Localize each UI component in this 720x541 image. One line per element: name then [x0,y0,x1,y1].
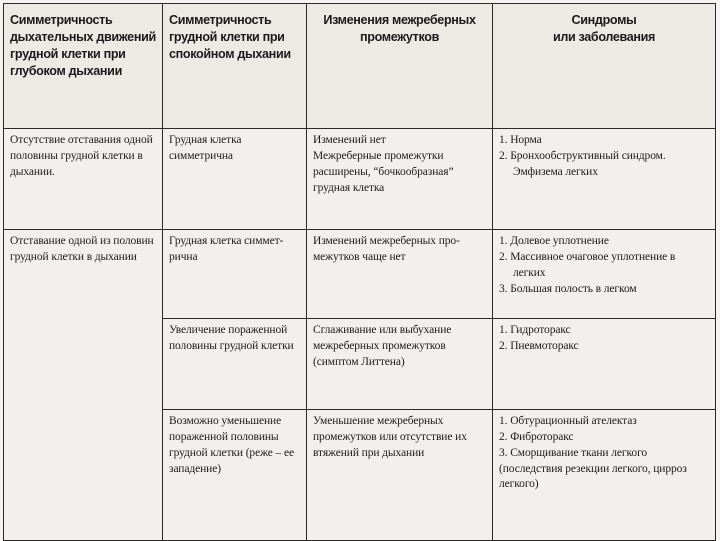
cell-line: (симптом Литтена) [313,355,405,368]
cell-line: 2. Бронхообструктивный синдром. [499,149,666,162]
cell-line: грудная клетка [313,181,385,194]
cell-line: легких [513,266,546,279]
cell-line: 2. Массивное очаговое уплотнение в [499,250,676,263]
cell-line: легкого) [499,478,539,491]
cell-line: грудной клетки в дыхании [10,250,137,263]
cell-line: симметрична [169,149,233,162]
cell-line: межутков чаще нет [313,250,406,263]
cell-syndromes [493,230,716,319]
cell-line: Изменений нет [313,134,386,146]
cell-syndromes [493,129,716,230]
cell-line: половины грудной клетки в [10,149,143,162]
cell-quiet-breathing [163,230,307,319]
cell-line: Сглаживание или выбухание [313,324,452,336]
diagnostic-table [3,3,716,541]
cell-line: 1. Гидроторакс [499,324,571,336]
cell-quiet-breathing [163,129,307,230]
cell-line: 1. Долевое уплотнение [499,235,609,247]
cell-deep-breathing [4,129,163,230]
cell-line: половины грудной клетки [169,339,294,352]
cell-line: Отставание одной из половин [10,235,154,247]
header-line: Изменения межреберных [323,13,476,27]
cell-intercostal [307,129,493,230]
cell-line: западение) [169,462,221,475]
cell-line: Межреберные промежутки [313,149,444,162]
header-line: Симметричность [10,13,113,27]
cell-line: Изменений межреберных про- [313,235,460,247]
cell-line: межреберных промежутков [313,339,446,352]
header-line: Симметричность [169,13,272,27]
cell-intercostal [307,410,493,541]
cell-intercostal [307,230,493,319]
header-line: глубоком дыхании [10,64,122,79]
cell-line: грудной клетки (реже – ее [169,446,294,459]
cell-line: 3. Сморщивание ткани легкого [499,446,648,459]
cell-quiet-breathing [163,410,307,541]
cell-line: Эмфизема легких [513,165,598,178]
cell-line: расширены, “бочкообразная” [313,165,454,178]
cell-deep-breathing-merged [4,230,163,541]
cell-quiet-breathing [163,319,307,410]
cell-line: 2. Пневмоторакс [499,339,579,352]
cell-line: Отсутствие отставания одной [10,134,153,146]
cell-line: 1. Норма [499,134,542,146]
header-intercostal-changes [307,4,493,129]
header-syndromes [493,4,716,129]
header-row [4,4,716,129]
header-line: спокойном дыхании [169,47,291,62]
cell-syndromes [493,410,716,541]
cell-line: (последствия резекции легкого, цирроз [499,462,687,475]
cell-line: дыхании. [10,165,55,178]
header-deep-breathing-symmetry [4,4,163,129]
cell-line: Уменьшение межреберных [313,415,444,427]
header-line: грудной клетки при [10,47,126,62]
table-row [4,129,716,230]
table-row [4,230,716,319]
cell-line: Возможно уменьшение [169,415,282,427]
cell-line: Грудная клетка [169,134,242,146]
cell-line: 3. Большая полость в легком [499,282,637,295]
cell-line: 1. Обтурационный ателектаз [499,415,637,427]
cell-line: Грудная клетка симмет- [169,235,284,247]
cell-line: промежутков или отсутствие их [313,430,467,443]
header-line: промежутков [360,30,439,45]
cell-syndromes [493,319,716,410]
cell-line: Увеличение пораженной [169,324,288,336]
cell-line: втяжений при дыхании [313,446,425,459]
header-quiet-breathing-symmetry [163,4,307,129]
cell-line: 2. Фиброторакс [499,430,574,443]
header-line: грудной клетки при [169,30,285,45]
header-line: Синдромы [571,13,637,27]
cell-line: рична [169,250,198,263]
cell-intercostal [307,319,493,410]
header-line: или заболевания [552,30,656,45]
header-line: дыхательных движений [10,30,156,45]
cell-line: пораженной половины [169,430,279,443]
